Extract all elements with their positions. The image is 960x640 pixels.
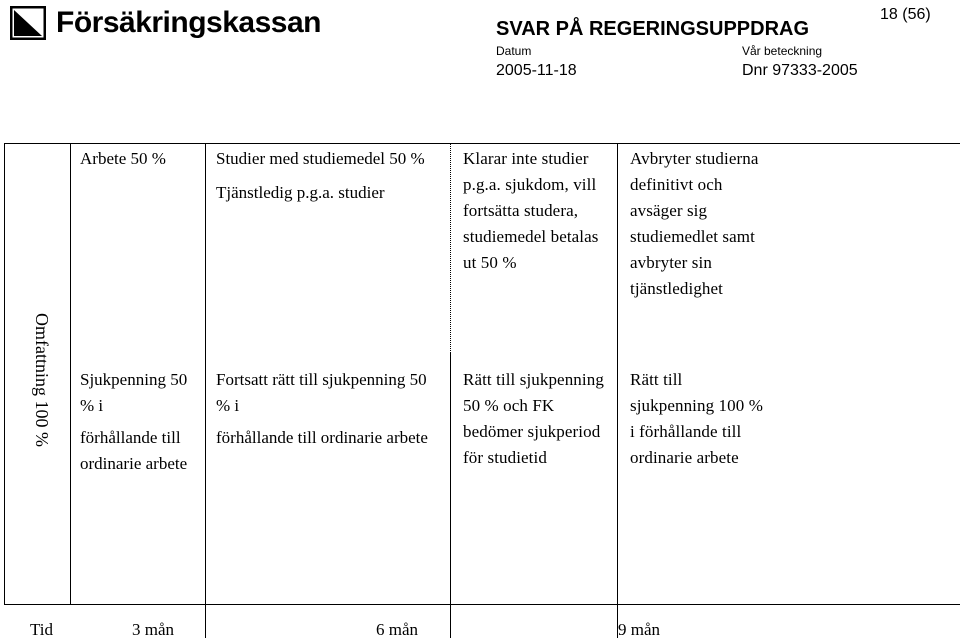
col3-bottom-text: Rätt till sjukpenning 50 % och FK bedömer sjukperiod för studietid — [463, 370, 604, 467]
logo-icon — [10, 6, 46, 40]
reference-value: Dnr 97333-2005 — [742, 62, 858, 79]
frame-bottom-border — [4, 604, 960, 605]
col1-bottom-text-1: Sjukpenning 50 % i — [80, 370, 188, 415]
dotted-divider — [450, 143, 451, 353]
side-label: Omfattning 100 % — [32, 313, 52, 447]
col4-bottom — [630, 367, 770, 471]
col4-bottom-text: Rätt till sjukpenning 100 % i förhållande till ordinarie arbete — [630, 370, 763, 467]
col1-top — [80, 146, 202, 172]
report-title: SVAR PÅ REGERINGSUPPDRAG — [496, 18, 810, 40]
date-label: Datum — [496, 44, 532, 58]
col2-bottom — [216, 367, 444, 451]
timeline-label: Tid — [30, 620, 54, 639]
reference-label: Vår beteckning — [742, 44, 823, 58]
col1-bottom-text-2: förhållande till ordinarie arbete — [80, 428, 188, 473]
divider-6-man — [450, 353, 451, 638]
frame-left-border — [4, 143, 5, 605]
col3-bottom — [463, 367, 611, 471]
col2-top-text-1: Studier med studiemedel 50 % — [216, 149, 425, 168]
divider-9-man — [617, 143, 618, 638]
divider-3-man — [205, 143, 206, 638]
col2-bottom-text-1: Fortsatt rätt till sjukpenning 50 % i — [216, 370, 427, 415]
date-value: 2005-11-18 — [496, 62, 577, 79]
timeline-tick-3-man: 3 mån — [132, 620, 175, 639]
col3-top — [463, 146, 611, 276]
timeline-tick-6-man: 6 mån — [376, 620, 419, 639]
col4-top — [630, 146, 770, 302]
col2-top-text-2: Tjänstledig p.g.a. studier — [216, 183, 385, 202]
col4-top-text: Avbryter studierna definitivt och avsäger sig studiemedlet samt avbryter sin tjänstledighet — [630, 149, 759, 298]
col3-top-text: Klarar inte studier p.g.a. sjukdom, vill fortsätta studera, studiemedel betalas ut 50 % — [463, 149, 599, 272]
col1-top-text: Arbete 50 % — [80, 149, 166, 168]
page-number: 18 (56) — [880, 6, 931, 23]
col2-bottom-text-2: förhållande till ordinarie arbete — [216, 428, 428, 447]
timeline-tick-9-man: 9 mån — [618, 620, 661, 639]
side-divider — [70, 143, 71, 605]
col1-bottom — [80, 367, 202, 477]
col2-top — [216, 146, 444, 206]
logo-text: Försäkringskassan — [56, 6, 321, 39]
frame-top-border — [4, 143, 960, 144]
